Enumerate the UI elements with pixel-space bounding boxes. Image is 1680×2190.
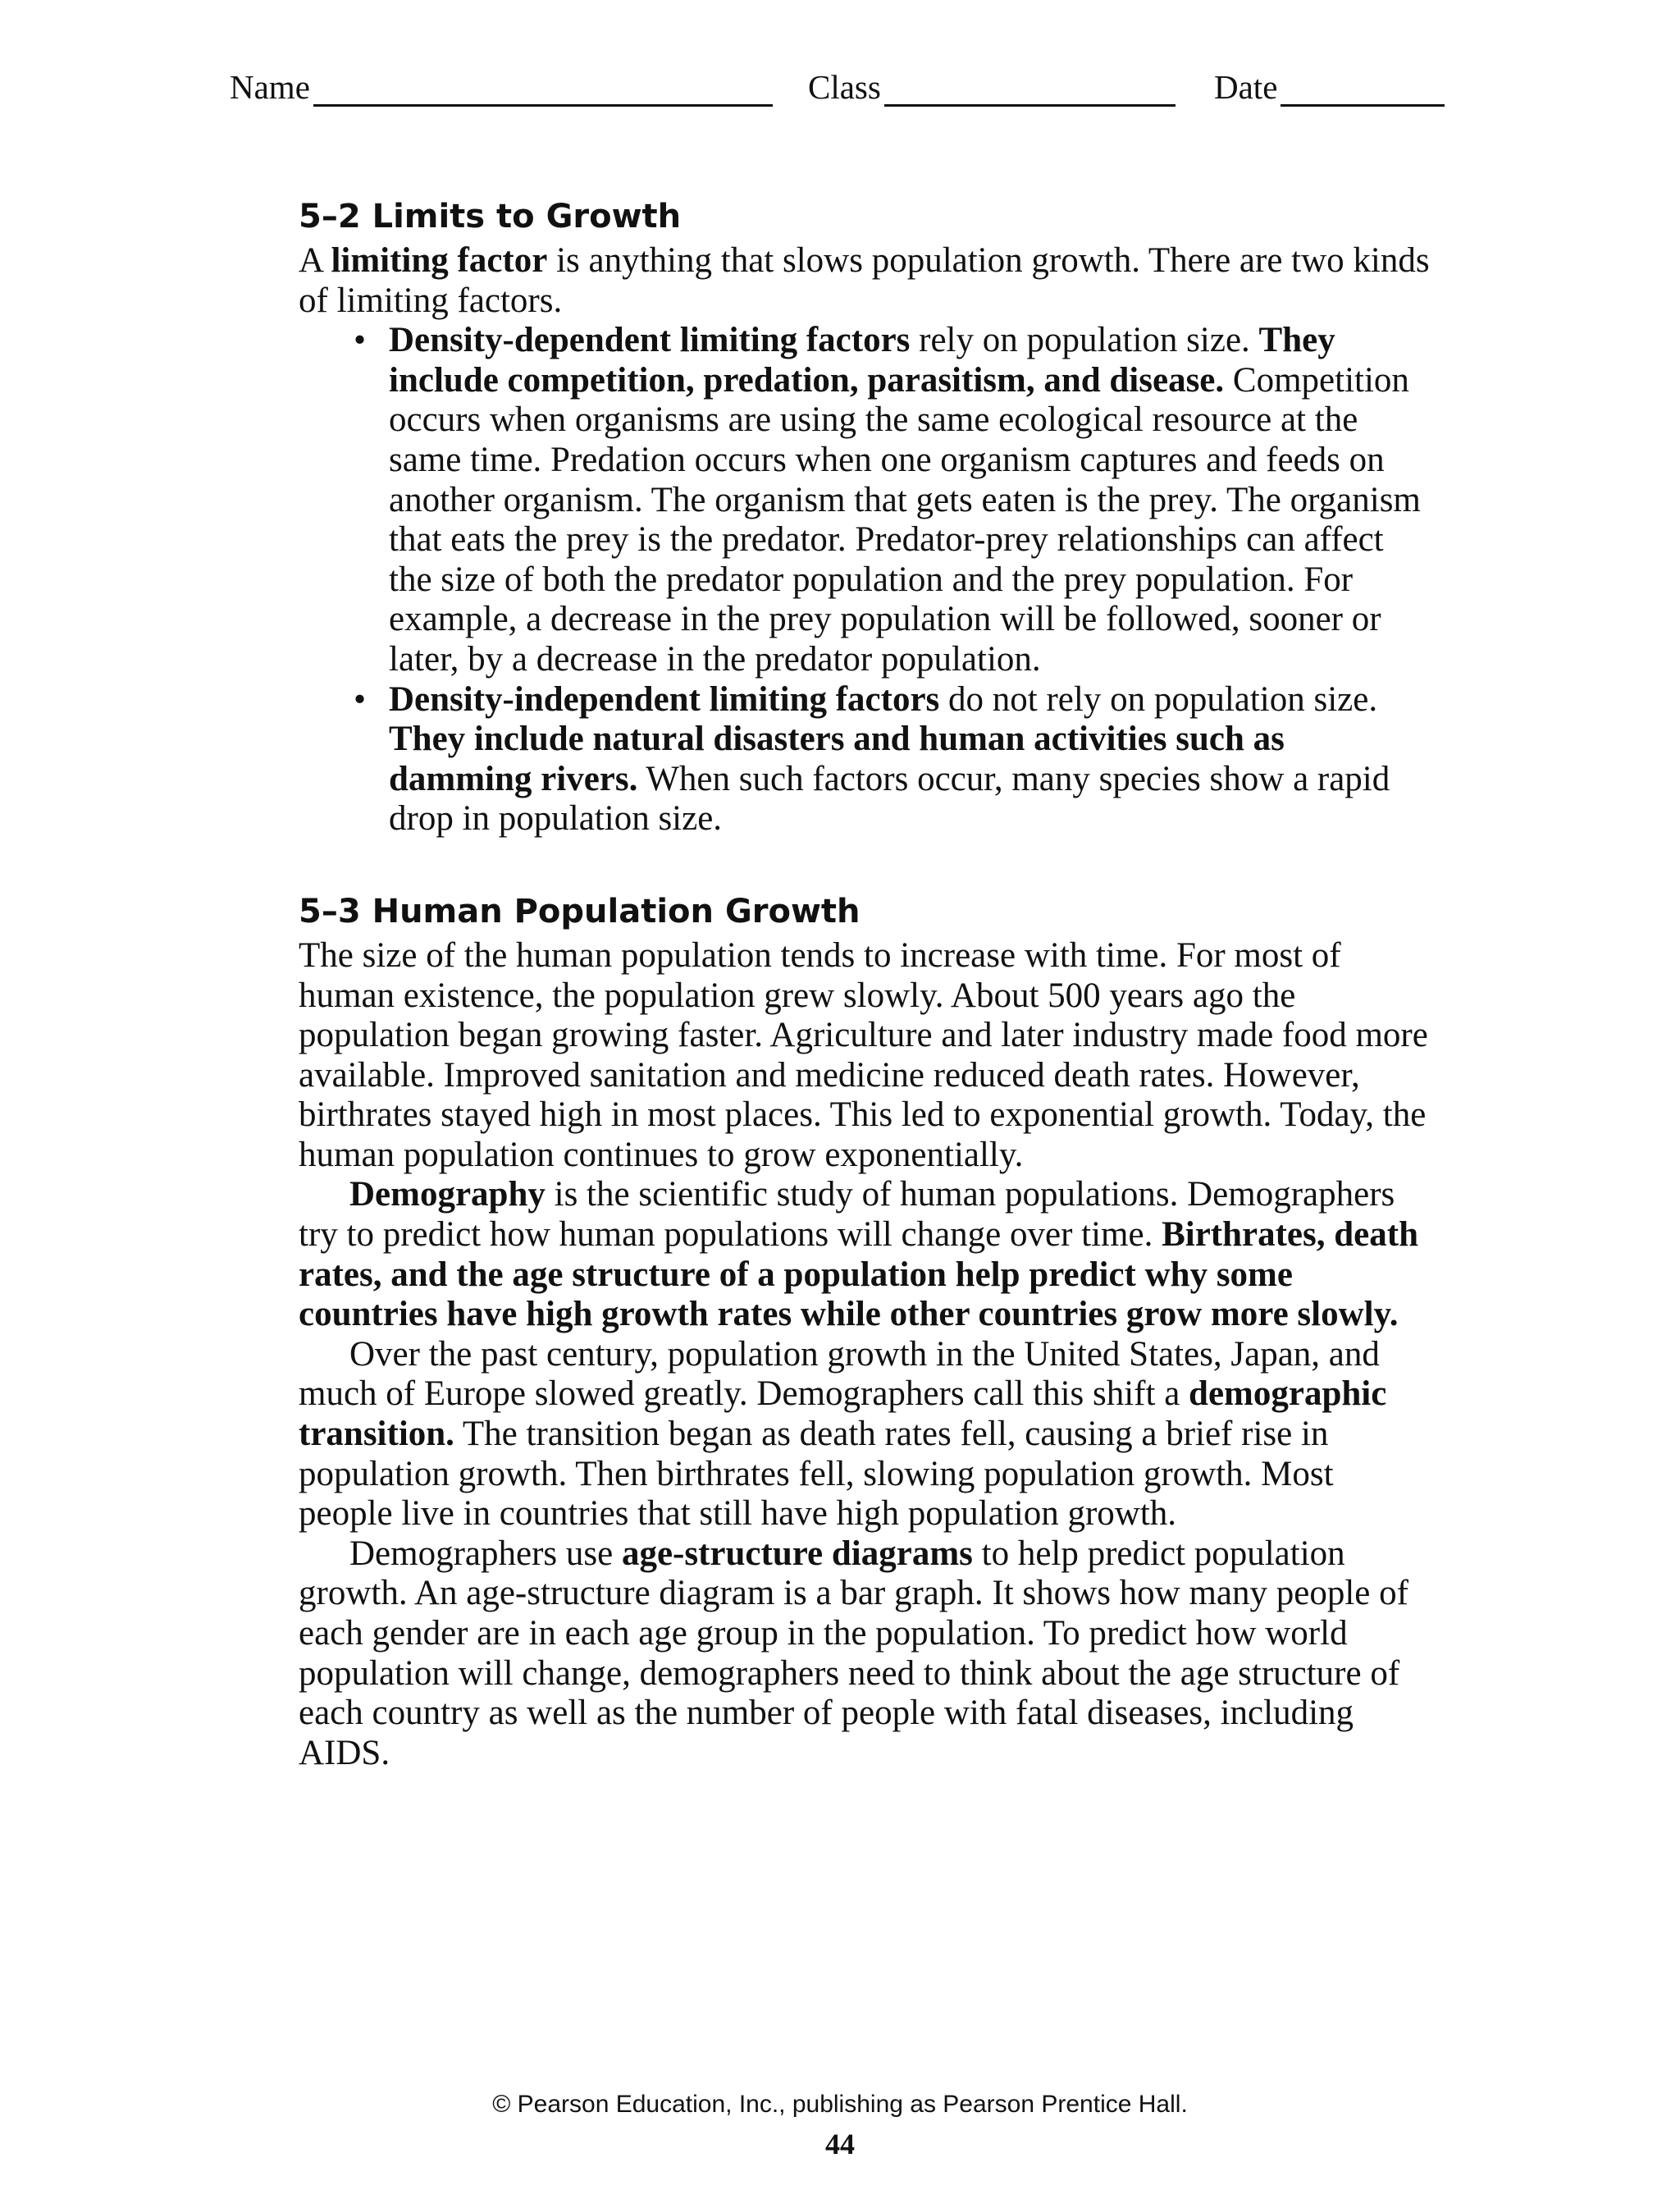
date-label: Date xyxy=(1214,68,1278,106)
key-statement: They include competition, predation, parasitism, and disease. xyxy=(389,321,1335,400)
term-demography: Demography xyxy=(349,1175,546,1214)
bullet-text: do not rely on population size. xyxy=(939,679,1378,719)
section-limits-to-growth xyxy=(299,195,1431,839)
date-field xyxy=(1214,67,1445,107)
term-limiting-factor: limiting factor xyxy=(331,241,548,280)
intro-text-rest: is anything that slows population growth. There are two kinds of limiting factors. xyxy=(299,241,1430,320)
bullet-text: When such factors occur, many species show a rapid drop in population size. xyxy=(389,759,1390,839)
key-statement: They include natural disasters and human activities such as damming rivers. xyxy=(389,720,1285,798)
paragraph-text: is the scientific study of human populations. Demographers try to predict how human populations will change over time. xyxy=(299,1175,1395,1255)
worksheet-header xyxy=(230,67,1460,117)
section-title: 5–3 Human Population Growth xyxy=(299,892,861,930)
paragraph-text: The transition began as death rates fell, causing a brief rise in population growth. Then birthrates fell, slowing population growth. Most people live in countries that still have high population growth. xyxy=(299,1415,1334,1534)
paragraph xyxy=(299,1175,1431,1334)
date-blank[interactable] xyxy=(1281,70,1445,107)
bullet-text: rely on population size. xyxy=(910,321,1259,360)
term: Density-independent limiting factors xyxy=(389,679,940,719)
name-blank[interactable] xyxy=(313,70,773,107)
bullet-icon: • xyxy=(354,679,367,719)
limiting-factor-list xyxy=(299,321,1431,839)
class-label: Class xyxy=(808,68,881,106)
section-title: 5–2 Limits to Growth xyxy=(299,198,682,235)
term: Density-dependent limiting factors xyxy=(389,321,911,360)
bullet-icon: • xyxy=(354,321,367,360)
copyright-notice: © Pearson Education, Inc., publishing as Pearson Prentice Hall. xyxy=(492,2091,1188,2118)
section-human-population-growth xyxy=(299,890,1431,1773)
list-item-density-dependent xyxy=(299,321,1431,679)
intro-paragraph xyxy=(299,241,1431,321)
list-item-density-independent xyxy=(299,680,1431,839)
paragraph-text: to help predict population growth. An age-structure diagram is a bar graph. It shows how many people of each gender are in each age group in the population. To predict how world population will change, demographers need to think about the age structure of each country as well as the number of people with fatal diseases, including AIDS. xyxy=(299,1534,1408,1772)
section-spacer xyxy=(299,839,1431,890)
term-demographic-transition: demographic transition. xyxy=(299,1374,1387,1454)
term-age-structure-diagrams: age-structure diagrams xyxy=(621,1534,973,1573)
paragraph-text: Over the past century, population growth in the United States, Japan, and much of Europe slowed greatly. Demographers call this shift a xyxy=(299,1334,1380,1414)
intro-text: A xyxy=(299,241,331,280)
page-content xyxy=(299,195,1431,1773)
paragraph xyxy=(299,1534,1431,1774)
class-blank[interactable] xyxy=(884,70,1176,107)
paragraph xyxy=(299,1335,1431,1534)
key-statement: Birthrates, death rates, and the age structure of a population help predict why some countries have high growth rates while other countries grow more slowly. xyxy=(299,1215,1418,1334)
bullet-text: Competition occurs when organisms are using the same ecological resource at the same time. Predation occurs when one organism captures and feeds on another organism. The organism that gets eaten is the prey. The organism that eats the prey is the predator. Predator-prey relationships can affect the size of both the predator population and the prey population. For example, a decrease in the prey population will be followed, sooner or later, by a decrease in the predator population. xyxy=(389,360,1421,679)
name-field xyxy=(230,67,773,107)
paragraph-text: Demographers use xyxy=(349,1534,622,1573)
page-number: 44 xyxy=(825,2128,855,2160)
class-field xyxy=(808,67,1176,107)
paragraph: The size of the human population tends to increase with time. For most of human existence, the population grew slowly. About 500 years ago the population began growing faster. Agriculture and later industry made food more available. Improved sanitation and medicine reduced death rates. However, birthrates stayed high in most places. This led to exponential growth. Today, the human population continues to grow exponentially. xyxy=(299,935,1428,1174)
name-label: Name xyxy=(230,68,310,106)
